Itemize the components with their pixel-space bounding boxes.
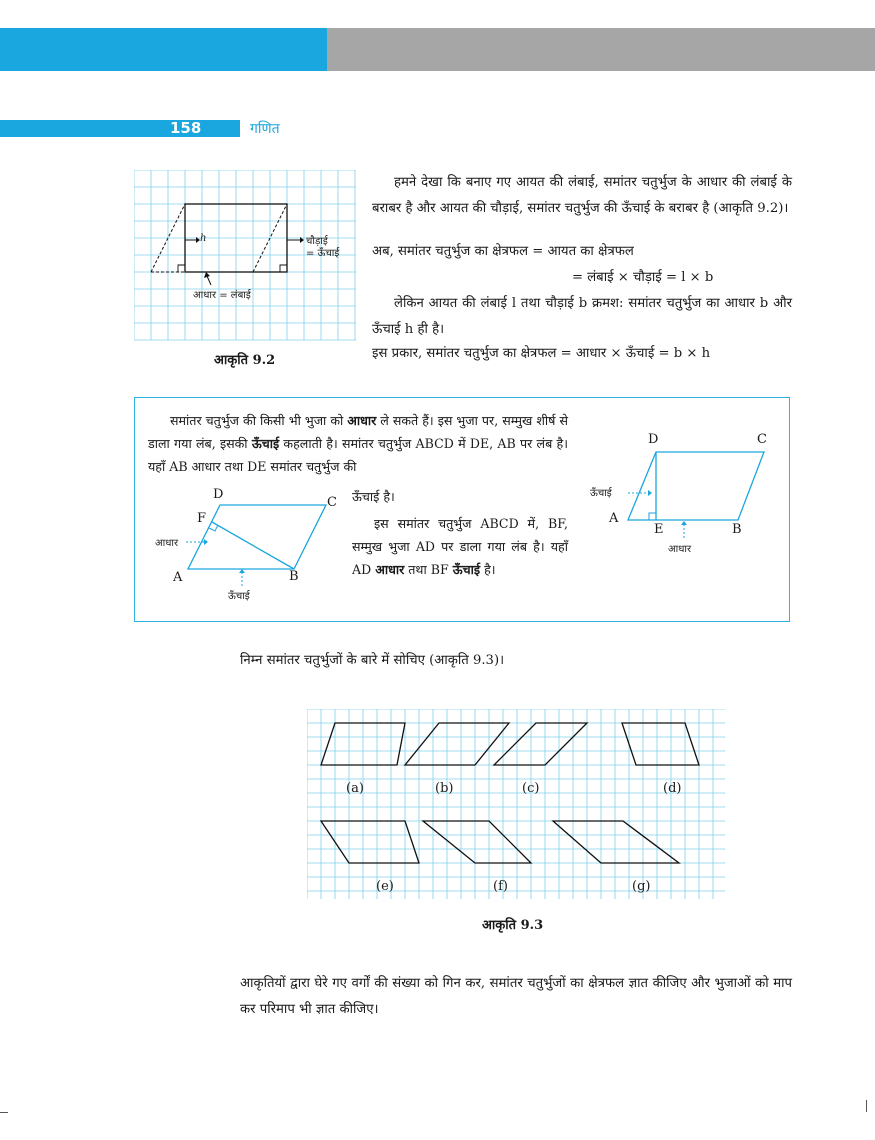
vertex-d-right: D	[648, 432, 659, 447]
label-height-right: ऊँचाई	[590, 488, 612, 499]
parallelogram-b	[405, 723, 509, 765]
intro-paragraph-1: हमने देखा कि बनाए गए आयत की लंबाई, समांतर चतुर्भुज के आधार की लंबाई के बराबर है और आयत की चौड़ाई, समांतर चतुर्भुज की ऊँचाई के बराबर है (आकृति 9.2)।	[372, 175, 792, 216]
parallelogram-shape	[628, 452, 764, 520]
intro-formula: = लंबाई × चौड़ाई = l × b	[572, 270, 714, 285]
box-paragraph-1: समांतर चतुर्भुज की किसी भी भुजा को आधार ले सकते हैं। इस भुजा पर, सम्मुख शीर्ष से डाला गया लंब, इसकी ऊँचाई कहलाती है। समांतर चतुर्भुज ABCD में DE, AB पर लंब है। यहाँ AB आधार तथा DE समांतर चतुर्भुज की	[148, 413, 568, 474]
parallelogram-f	[423, 821, 531, 863]
vertex-d-left: D	[213, 487, 224, 502]
label-height-left: ऊँचाई	[228, 591, 250, 602]
box-paragraph-2: ऊँचाई है।	[352, 489, 395, 504]
label-width: चौड़ाई	[306, 236, 328, 247]
crop-mark-right	[866, 1100, 867, 1112]
page-number-bar	[0, 120, 240, 137]
parallelogram-abcd-right	[600, 440, 780, 550]
figure-label-c: (c)	[522, 781, 540, 796]
intro-paragraph-4: लेकिन आयत की लंबाई l तथा चौड़ाई b क्रमश: समांतर चतुर्भुज का आधार b और ऊँचाई h ही है।	[372, 296, 792, 337]
figure-label-a: (a)	[346, 781, 364, 796]
vertex-a-right: A	[609, 511, 619, 526]
label-base-length: आधार = लंबाई	[193, 290, 251, 301]
crop-mark-left	[0, 1112, 8, 1113]
vertex-a-left: A	[173, 570, 183, 585]
altitude-bf	[212, 522, 294, 569]
label-width-height: = ऊँचाई	[306, 248, 340, 259]
label-h: h	[200, 233, 207, 244]
header-band-gray	[327, 28, 875, 71]
figure-label-f: (f)	[493, 879, 508, 894]
box-paragraph-3: इस समांतर चतुर्भुज ABCD में, BF, सम्मुख भुजा AD पर डाला गया लंब है। यहाँ AD आधार तथा BF ऊँचाई है।	[352, 516, 568, 577]
subject-title: गणित	[250, 121, 280, 137]
parallelogram-e	[321, 821, 419, 863]
figure-label-e: (e)	[376, 879, 394, 894]
vertex-c-right: C	[757, 432, 767, 447]
vertex-f-left: F	[197, 511, 207, 526]
figure-label-g: (g)	[632, 879, 651, 894]
figure-9-3-caption: आकृति 9.3	[482, 918, 544, 933]
think-prompt: निम्न समांतर चतुर्भुजों के बारे में सोचिए (आकृति 9.3)।	[240, 653, 505, 668]
vertex-e-right: E	[654, 522, 664, 537]
closing-paragraph: आकृतियों द्वारा घेरे गए वर्गों की संख्या को गिन कर, समांतर चतुर्भुजों का क्षेत्रफल ज्ञात कीजिए और भुजाओं को माप कर परिमाप भी ज्ञात कीजिए।	[240, 976, 792, 1017]
vertex-b-right: B	[732, 522, 742, 537]
vertex-c-left: C	[327, 495, 337, 510]
grid-9-3	[307, 709, 725, 899]
figure-label-b: (b)	[435, 781, 454, 796]
figure-9-3	[307, 709, 725, 901]
label-base-left: आधार	[155, 538, 179, 549]
vertex-b-left: B	[289, 569, 299, 584]
intro-paragraph-2: अब, समांतर चतुर्भुज का क्षेत्रफल = आयत का क्षेत्रफल	[372, 244, 634, 259]
page-number: 158	[170, 119, 202, 137]
figure-9-2-caption: आकृति 9.2	[214, 353, 276, 368]
intro-paragraph-5: इस प्रकार, समांतर चतुर्भुज का क्षेत्रफल = आधार × ऊँचाई = b × h	[372, 346, 711, 361]
parallelogram-d	[622, 723, 699, 765]
figure-label-d: (d)	[663, 781, 682, 796]
label-base-right: आधार	[668, 544, 692, 555]
header-band-accent	[0, 28, 327, 71]
parallelogram-shape	[188, 505, 326, 569]
parallelogram-g	[553, 821, 679, 863]
